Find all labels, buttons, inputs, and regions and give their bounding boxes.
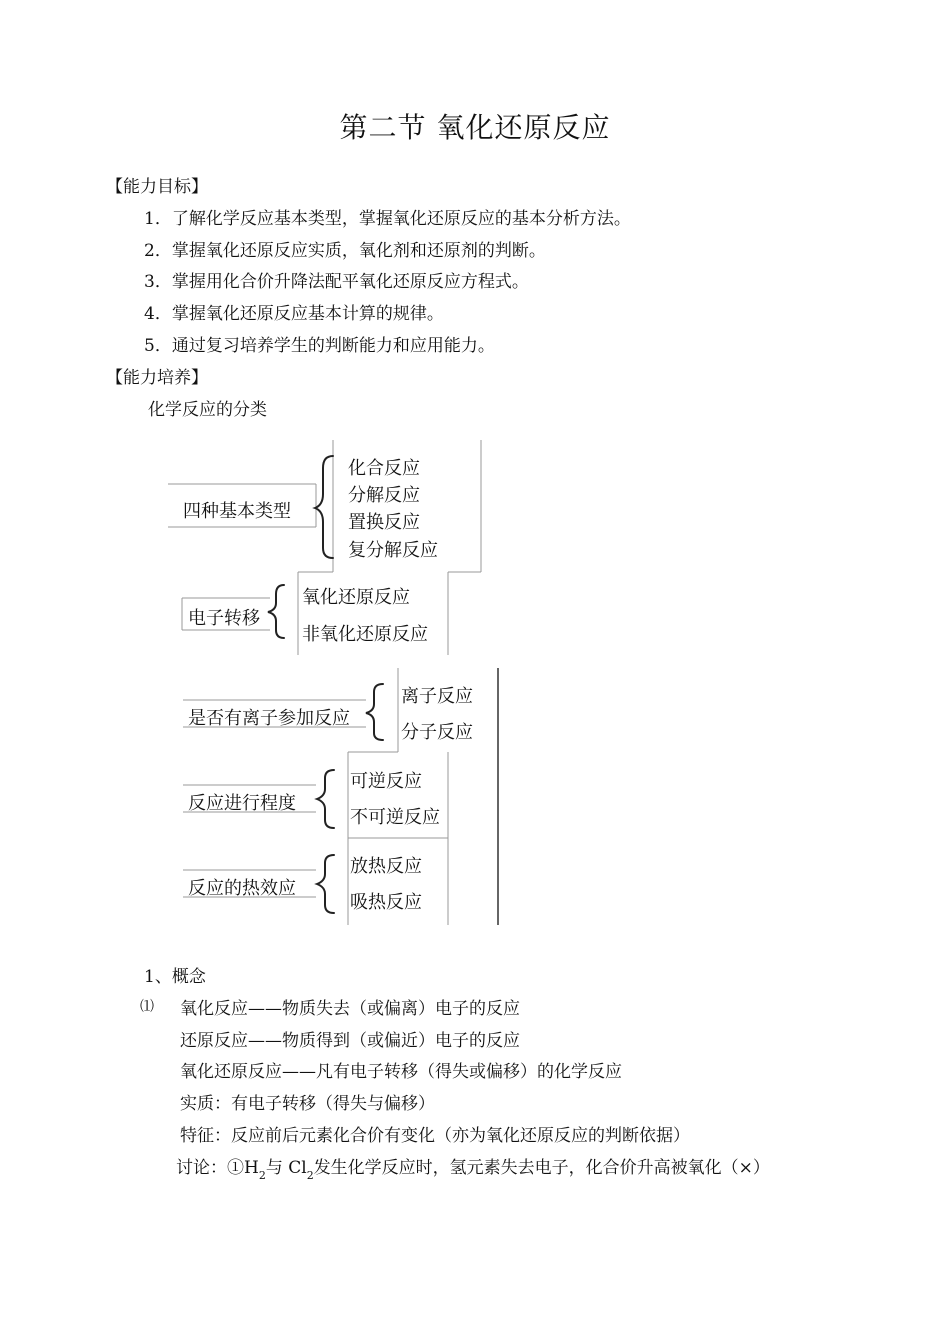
group-label-extent: 反应进行程度 <box>188 793 296 814</box>
goal-item-2: 2．掌握氧化还原反应实质，氧化剂和还原剂的判断。 <box>144 241 546 261</box>
discussion-suffix: 发生化学反应时，氢元素失去电子，化合价升高被氧化（×） <box>313 1158 770 1178</box>
group-label-ionic: 是否有离子参加反应 <box>188 708 350 729</box>
concept-line-reduction: 还原反应——物质得到（或偏近）电子的反应 <box>180 1031 520 1051</box>
discussion-sub1: 2 <box>258 1169 266 1183</box>
branch-irreversible: 不可逆反应 <box>350 807 440 828</box>
goal-item-5: 5．通过复习培养学生的判断能力和应用能力。 <box>144 336 495 356</box>
group-label-electron-transfer: 电子转移 <box>188 608 260 629</box>
classification-subheading: 化学反应的分类 <box>148 400 267 420</box>
concept-line-feature: 特征：反应前后元素化合价有变化（亦为氧化还原反应的判断依据） <box>180 1126 690 1146</box>
branch-decomposition: 分解反应 <box>348 485 420 506</box>
branch-exothermic: 放热反应 <box>350 856 422 877</box>
concepts-heading: 1、概念 <box>144 967 206 987</box>
concept-discussion <box>176 1153 770 1183</box>
concept-line-redox: 氧化还原反应——凡有电子转移（得失或偏移）的化学反应 <box>180 1062 622 1082</box>
branch-displacement: 置换反应 <box>348 512 420 533</box>
goal-item-3: 3．掌握用化合价升降法配平氧化还原反应方程式。 <box>144 272 529 292</box>
group-label-basic-types: 四种基本类型 <box>183 501 291 522</box>
discussion-sub2: 2 <box>306 1169 314 1183</box>
concept-marker: ⑴ <box>140 999 154 1015</box>
group-label-thermal: 反应的热效应 <box>188 878 296 899</box>
branch-reversible: 可逆反应 <box>350 771 422 792</box>
ability-training-heading: 【能力培养】 <box>106 368 208 388</box>
branch-double-decomposition: 复分解反应 <box>348 540 438 561</box>
discussion-prefix: 讨论：①H <box>176 1158 259 1178</box>
branch-redox: 氧化还原反应 <box>302 587 410 608</box>
branch-non-redox: 非氧化还原反应 <box>302 624 428 645</box>
branch-molecular-reaction: 分子反应 <box>401 722 473 743</box>
concept-line-oxidation: 氧化反应——物质失去（或偏离）电子的反应 <box>180 999 520 1019</box>
discussion-mid: 与 Cl <box>265 1158 307 1178</box>
goal-item-4: 4．掌握氧化还原反应基本计算的规律。 <box>144 304 444 324</box>
page-title: 第二节 氧化还原反应 <box>339 111 611 144</box>
concept-line-essence: 实质：有电子转移（得失与偏移） <box>180 1094 435 1114</box>
goal-item-1: 1．了解化学反应基本类型，掌握氧化还原反应的基本分析方法。 <box>144 209 631 229</box>
branch-ionic-reaction: 离子反应 <box>401 686 473 707</box>
branch-combination: 化合反应 <box>348 458 420 479</box>
ability-goals-heading: 【能力目标】 <box>106 177 208 197</box>
branch-endothermic: 吸热反应 <box>350 892 422 913</box>
